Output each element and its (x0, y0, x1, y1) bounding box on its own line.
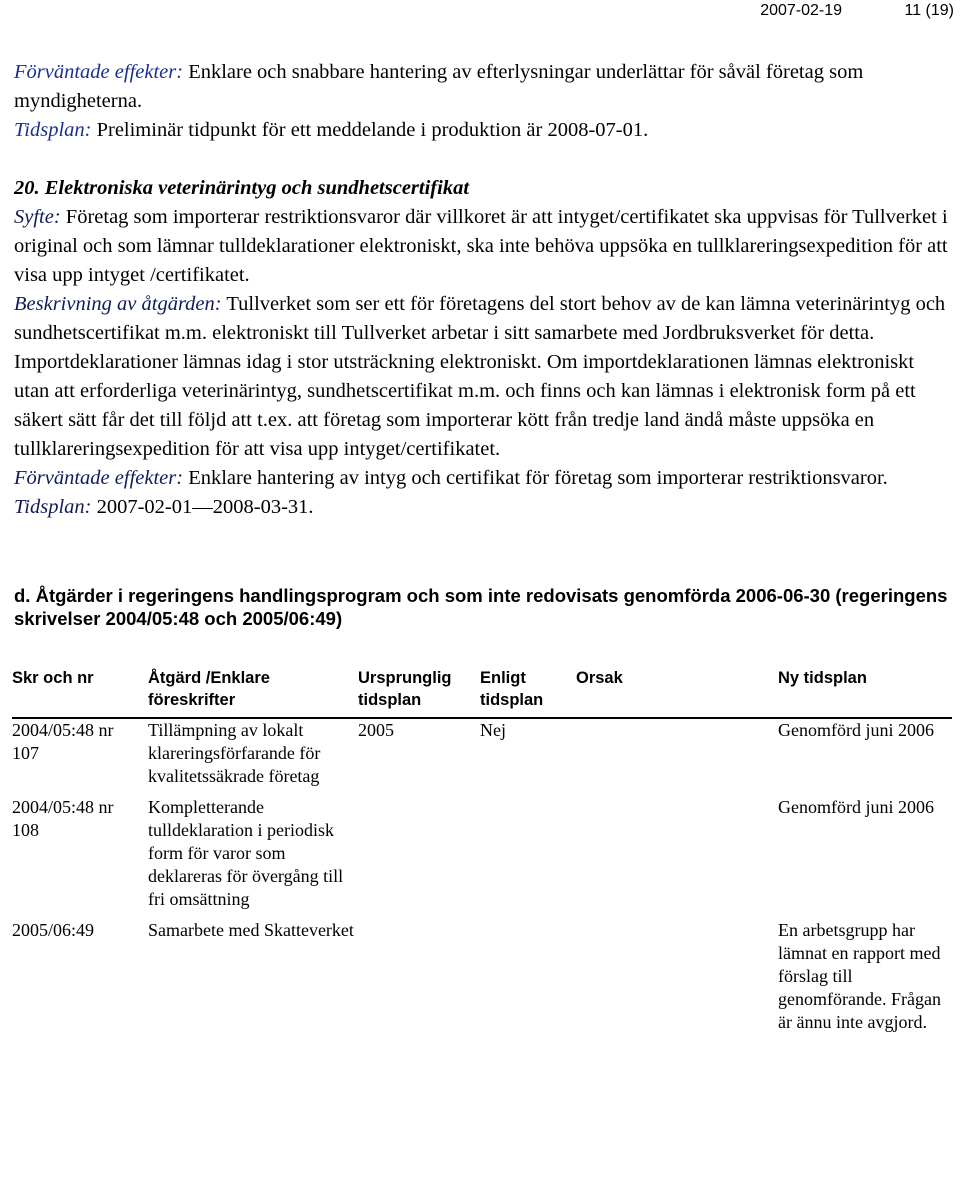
item20-description-label: Beskrivning av åtgärden: (14, 293, 222, 315)
item20-description-text: Tullverket som ser ett för företagens del stort behov av de kan lämna veterinärintyg och sundhetscertifikat m.m. elektroniskt till Tullverket arbetar i sitt samarbete med Jordbruksverket för detta. Importdeklarationer lämnas idag i stor utsträckning elektroniskt. Om importdeklarationen lämnas elektroniskt utan att erforderliga veterinärintyg, sundhetscertifikat m.m. och finns och kan lämnas i elektronisk form på ett säkert sätt får det till följd att t.ex. att företag som importerar kött från tredje land ändå måste uppsöka en tullklareringsexpedition för att visa upp intyget/certifikatet. (14, 293, 946, 460)
cell-skr: 2004/05:48 nr 107 (12, 720, 114, 763)
item20-schedule-label: Tidsplan: (14, 496, 92, 518)
cell-ny-tidsplan: Genomförd juni 2006 (778, 797, 934, 817)
cell-atgard: Tillämpning av lokalt klareringsförfarande för kvalitetssäkrade företag (148, 720, 321, 786)
cell-ursprunglig (358, 796, 480, 919)
cell-atgard: Kompletterande tulldeklaration i periodisk form för varor som deklareras för övergång till fri omsättning (148, 797, 344, 909)
page-header (760, 2, 954, 20)
prev-effects-paragraph (14, 58, 950, 116)
cell-ny-tidsplan: En arbetsgrupp har lämnat en rapport med förslag till genomförande. Frågan är ännu inte avgjord. (778, 920, 941, 1032)
cell-skr: 2004/05:48 nr 108 (12, 797, 114, 840)
item20-effects-paragraph (14, 464, 950, 493)
prev-schedule-text: Preliminär tidpunkt för ett meddelande i produktion är 2008-07-01. (91, 119, 649, 141)
cell-orsak (576, 718, 778, 796)
item20-purpose-text: Företag som importerar restriktionsvaror där villkoret är att intyget/certifikatet ska uppvisas för Tullverket i original och som lämnar tulldeklarationer elektroniskt, ska inte behöva uppsöka en tullklareringsexpedition för att visa upp intyget /certifikatet. (14, 206, 948, 286)
column-header-enligt: Enligt tidsplan (480, 667, 576, 718)
item20-schedule-paragraph (14, 493, 950, 522)
document-body (14, 58, 950, 1042)
item20-description-paragraph (14, 290, 950, 464)
column-header-atgard: Åtgärd /Enklare föreskrifter (148, 667, 358, 718)
header-date: 2007-02-19 (760, 2, 843, 19)
item20-schedule-text: 2007-02-01—2008-03-31. (91, 496, 314, 518)
item20-effects-text: Enklare hantering av intyg och certifikat för företag som importerar restriktionsvaror. (183, 467, 888, 489)
prev-effects-text: Enklare och snabbare hantering av efterlysningar underlättar för såväl företag som myndigheterna. (14, 61, 864, 112)
prev-effects-label: Förväntade effekter: (14, 61, 184, 83)
item20-purpose-label: Syfte: (14, 206, 61, 228)
column-header-ursprunglig: Ursprunglig tidsplan (358, 667, 480, 718)
cell-atgard: Samarbete med Skatteverket (148, 920, 354, 940)
cell-enligt (480, 796, 576, 919)
table-header-row (12, 667, 952, 718)
prev-schedule-label: Tidsplan: (14, 119, 92, 141)
column-header-orsak: Orsak (576, 667, 778, 718)
cell-skr: 2005/06:49 (12, 920, 95, 940)
table-row (12, 919, 952, 1042)
item20-purpose-paragraph (14, 203, 950, 290)
page-number: 11 (19) (904, 2, 954, 19)
cell-enligt (480, 919, 576, 1042)
prev-schedule-paragraph (14, 116, 950, 145)
cell-orsak (576, 796, 778, 919)
item20-heading: 20. Elektroniska veterinärintyg och sundhetscertifikat (14, 177, 470, 199)
column-header-ny-tidsplan: Ny tidsplan (778, 667, 952, 718)
section-d-heading: d. Åtgärder i regeringens handlingsprogram och som inte redovisats genomförda 2006-06-30 (regeringens skrivelser 2004/05:48 och 2005/06:49) (14, 585, 948, 629)
action-plan-table (12, 667, 952, 1042)
table-row (12, 718, 952, 796)
cell-enligt: Nej (480, 720, 506, 740)
cell-orsak (576, 919, 778, 1042)
cell-ursprunglig (358, 919, 480, 1042)
cell-ursprunglig: 2005 (358, 720, 394, 740)
column-header-skr: Skr och nr (12, 667, 148, 718)
item20-effects-label: Förväntade effekter: (14, 467, 184, 489)
table-row (12, 796, 952, 919)
cell-ny-tidsplan: Genomförd juni 2006 (778, 720, 934, 740)
